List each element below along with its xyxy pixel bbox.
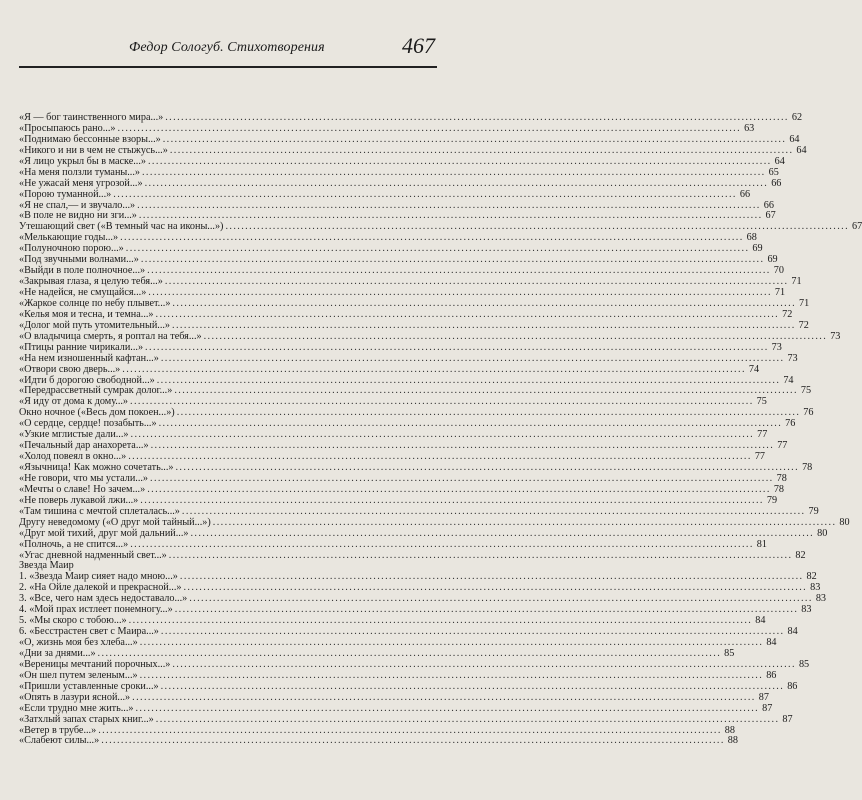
toc-entry-page: 77 <box>777 440 788 452</box>
page-number: 467 <box>402 33 435 58</box>
toc-entry-page: 69 <box>752 243 763 255</box>
toc-entry-title: «Там тишина с мечтой сплеталась...» <box>19 505 180 517</box>
toc-entry-title: 5. «Мы скоро с тобою...» <box>19 615 127 627</box>
toc-dot-leader <box>154 715 780 726</box>
toc-entry-title: «Просыпаюсь рано...» <box>19 122 116 134</box>
toc-entry <box>19 549 806 562</box>
toc-entry-page: 84 <box>755 615 766 627</box>
toc-entry-title: 3. «Все, чего нам здесь недоставало...» <box>19 593 188 605</box>
toc-entry-title: «Порою туманной...» <box>19 188 112 200</box>
toc-entry-title: «Я лицо укрыл бы в маске...» <box>19 155 146 167</box>
toc-entry-page: 83 <box>815 593 827 605</box>
toc-dot-leader <box>188 529 814 540</box>
toc-entry-title: 4. «Мой прах истлеет понемногу...» <box>19 604 173 616</box>
toc-entry-title: «Жаркое солнце по небу плывет...» <box>19 297 171 309</box>
toc-entry-page: 86 <box>787 680 798 692</box>
toc-entry <box>19 691 769 704</box>
toc-entry-title: «Язычница! Как можно сочетать...» <box>19 462 174 473</box>
toc-dot-leader <box>143 179 769 190</box>
toc-dot-leader <box>130 693 756 704</box>
toc-dot-leader <box>111 190 737 201</box>
toc-entry <box>19 363 760 376</box>
toc-entry <box>19 527 828 540</box>
toc-entry-page: 83 <box>801 604 812 616</box>
toc-entry-page: 76 <box>785 418 796 430</box>
toc-entry-page: 62 <box>791 112 803 123</box>
toc-entry-page: 73 <box>787 352 798 364</box>
toc-entry-title: «Не поверь лукавой лжи...» <box>19 494 139 506</box>
toc-dot-leader <box>159 354 785 365</box>
toc-dot-leader <box>99 736 725 747</box>
toc-entry-page: 87 <box>758 691 769 703</box>
table-of-contents <box>19 112 862 747</box>
toc-entry-page: 69 <box>767 254 778 266</box>
toc-entry-page: 88 <box>724 724 735 736</box>
toc-entry-title: «Не надейся, не смущайся...» <box>19 287 147 298</box>
toc-entry-title: «Затхлый запах старых книг...» <box>19 713 154 725</box>
toc-entry-title: «Друг мой тихий, друг мой дальний...» <box>19 527 189 539</box>
toc-entry-title: «О сердце, сердце! позабыть...» <box>19 418 157 430</box>
toc-entry-page: 65 <box>768 166 779 178</box>
toc-entry-title: Утешающий свет («В темный час на иконы...») <box>19 221 224 233</box>
toc-entry-title: «Слабеют силы...» <box>19 735 100 747</box>
toc-entry-page: 63 <box>744 122 755 134</box>
toc-entry-page: 64 <box>796 144 807 156</box>
toc-entry-title: 2. «На Ойле далекой и прекрасной...» <box>19 582 182 594</box>
toc-entry-page: 86 <box>766 669 777 681</box>
toc-entry-title: «Угас дневной надменный свет...» <box>19 549 167 561</box>
toc-entry-page: 78 <box>802 462 813 473</box>
toc-entry <box>19 538 767 551</box>
toc-entry-page: 70 <box>773 265 784 277</box>
toc-entry-page: 66 <box>771 177 782 189</box>
toc-entry-page: 73 <box>771 341 782 353</box>
toc-entry-page: 79 <box>766 494 778 506</box>
toc-entry-page: 80 <box>817 527 828 539</box>
toc-entry-page: 73 <box>830 330 841 342</box>
toc-entry-page: 84 <box>787 626 798 638</box>
toc-entry <box>19 516 850 529</box>
toc-entry <box>19 352 798 365</box>
toc-entry-title: «Не говори, что мы устали...» <box>19 472 149 484</box>
toc-entry-title: «Дни за днями...» <box>19 647 96 659</box>
toc-entry-title: «Если трудно мне жить...» <box>19 702 134 714</box>
toc-entry-page: 71 <box>799 297 810 309</box>
toc-entry-title: «Долог мой путь утомительный...» <box>19 319 171 331</box>
toc-entry-page: 66 <box>739 188 751 200</box>
toc-entry-title: «Ветер в трубе...» <box>19 724 97 736</box>
toc-entry-title: «О, жизнь моя без хлеба...» <box>19 637 138 648</box>
toc-entry-page: 75 <box>756 396 767 408</box>
toc-entry-page: 79 <box>808 505 819 517</box>
toc-entry-title: «Мелькающие годы...» <box>19 232 119 244</box>
toc-dot-leader <box>167 551 793 562</box>
toc-entry-title: «Выйди в поле полночное...» <box>19 265 146 277</box>
toc-entry-page: 87 <box>762 702 773 714</box>
toc-dot-leader <box>211 518 837 529</box>
running-header <box>19 30 437 66</box>
toc-entry-title: «Вереницы мечтаний порочных...» <box>19 658 171 670</box>
toc-entry-title: «На нем изношенный кафтан...» <box>19 352 159 364</box>
toc-entry-title: «Отвори свою дверь...» <box>19 363 121 375</box>
toc-entry-page: 78 <box>776 472 787 484</box>
toc-entry <box>19 188 751 201</box>
running-title: Федор Сологуб. Стихотворения <box>129 40 325 55</box>
toc-entry-page: 74 <box>748 363 760 375</box>
toc-entry-title: «Опять в лазури ясной...» <box>19 691 131 703</box>
toc-entry-title: «Я не спал,— и звучало...» <box>19 199 136 211</box>
toc-entry-page: 71 <box>774 287 786 298</box>
toc-entry-page: 64 <box>789 133 800 145</box>
toc-entry-title: 1. «Звезда Маир сияет надо мною...» <box>19 571 178 583</box>
toc-entry-page: 82 <box>795 549 806 561</box>
toc-entry-page: 67 <box>765 210 776 222</box>
toc-entry-title: «Келья моя и тесна, и темна...» <box>19 308 154 320</box>
toc-entry <box>19 177 782 190</box>
toc-entry-title: Окно ночное («Весь дом покоен...») <box>19 407 175 419</box>
toc-dot-leader <box>120 365 746 376</box>
toc-entry-title: «Под звучными волнами...» <box>19 254 139 266</box>
toc-entry-title: «Мечты о славе! Но зачем...» <box>19 483 146 495</box>
toc-entry-page: 83 <box>810 582 821 594</box>
header-rule <box>19 66 437 68</box>
toc-entry-page: 64 <box>774 155 785 167</box>
toc-entry-title: «Он шел путем зеленым...» <box>19 669 138 681</box>
toc-entry-page: 72 <box>782 308 793 320</box>
toc-entry-title: Звезда Маир <box>19 560 74 572</box>
toc-entry <box>19 735 738 747</box>
toc-entry <box>19 702 773 715</box>
toc-entry-title: «Полуночною порою...» <box>19 243 124 255</box>
toc-entry-title: «Передрассветный сумрак долог...» <box>19 385 173 397</box>
toc-entry-title: «Печальный дар анахорета...» <box>19 440 149 452</box>
toc-entry-page: 87 <box>782 713 793 725</box>
toc-entry-title: «Не ужасай меня угрозой...» <box>19 177 143 189</box>
toc-entry <box>19 713 793 726</box>
toc-entry-page: 85 <box>798 658 810 670</box>
toc-entry-page: 88 <box>727 735 738 747</box>
toc-entry-page: 74 <box>783 374 794 386</box>
toc-entry-page: 76 <box>803 407 814 419</box>
toc-entry-page: 66 <box>763 199 774 211</box>
toc-entry-title: «Я иду от дома к дому...» <box>19 396 129 408</box>
toc-entry-page: 67 <box>852 221 862 233</box>
toc-entry-page: 75 <box>800 385 812 397</box>
toc-entry-page: 68 <box>746 232 757 244</box>
toc-entry-title: «Идти б дорогою свободной...» <box>19 374 155 386</box>
toc-entry-title: «На меня ползли туманы...» <box>19 166 140 178</box>
toc-entry-page: 85 <box>724 647 735 659</box>
toc-entry <box>19 166 779 179</box>
toc-entry-page: 77 <box>757 429 768 441</box>
toc-entry-page: 82 <box>806 571 817 583</box>
toc-entry-title: Другу неведомому («О друг мой тайный...») <box>19 516 211 528</box>
toc-dot-leader <box>128 540 754 551</box>
toc-entry-title: «В поле не видно ни зги...» <box>19 210 137 222</box>
toc-entry-page: 77 <box>754 451 765 463</box>
toc-entry-title: «Птицы ранние чирикали...» <box>19 341 144 353</box>
toc-dot-leader <box>140 168 766 179</box>
toc-entry-page: 84 <box>766 637 777 648</box>
toc-entry <box>19 341 782 354</box>
toc-entry-page: 72 <box>798 319 809 331</box>
toc-entry-title: «Я — бог таинственного мира...» <box>19 112 164 123</box>
toc-entry-title: «Холод повеял в окно...» <box>19 451 127 463</box>
toc-entry-title: «Полночь, а не спится...» <box>19 538 129 550</box>
toc-entry-title: «Пришли уставленные сроки...» <box>19 680 159 692</box>
toc-entry-title: «О владычица смерть, я роптал на тебя...» <box>19 330 202 342</box>
toc-entry-page: 80 <box>839 516 850 528</box>
toc-dot-leader <box>133 704 759 715</box>
toc-entry-title: «Поднимаю бессонные взоры...» <box>19 133 161 145</box>
toc-entry-title: «Закрывая глаза, я целую тебя...» <box>19 276 163 288</box>
toc-entry-page: 71 <box>791 276 802 288</box>
toc-entry-title: «Никого и ни в чем не стыжусь...» <box>19 144 168 156</box>
toc-entry-page: 78 <box>773 483 784 495</box>
toc-entry-title: «Узкие мглистые дали...» <box>19 429 129 441</box>
toc-entry-page: 81 <box>756 538 767 550</box>
toc-entry-title: 6. «Бесстрастен свет с Маира...» <box>19 626 159 638</box>
toc-dot-leader <box>143 343 769 354</box>
